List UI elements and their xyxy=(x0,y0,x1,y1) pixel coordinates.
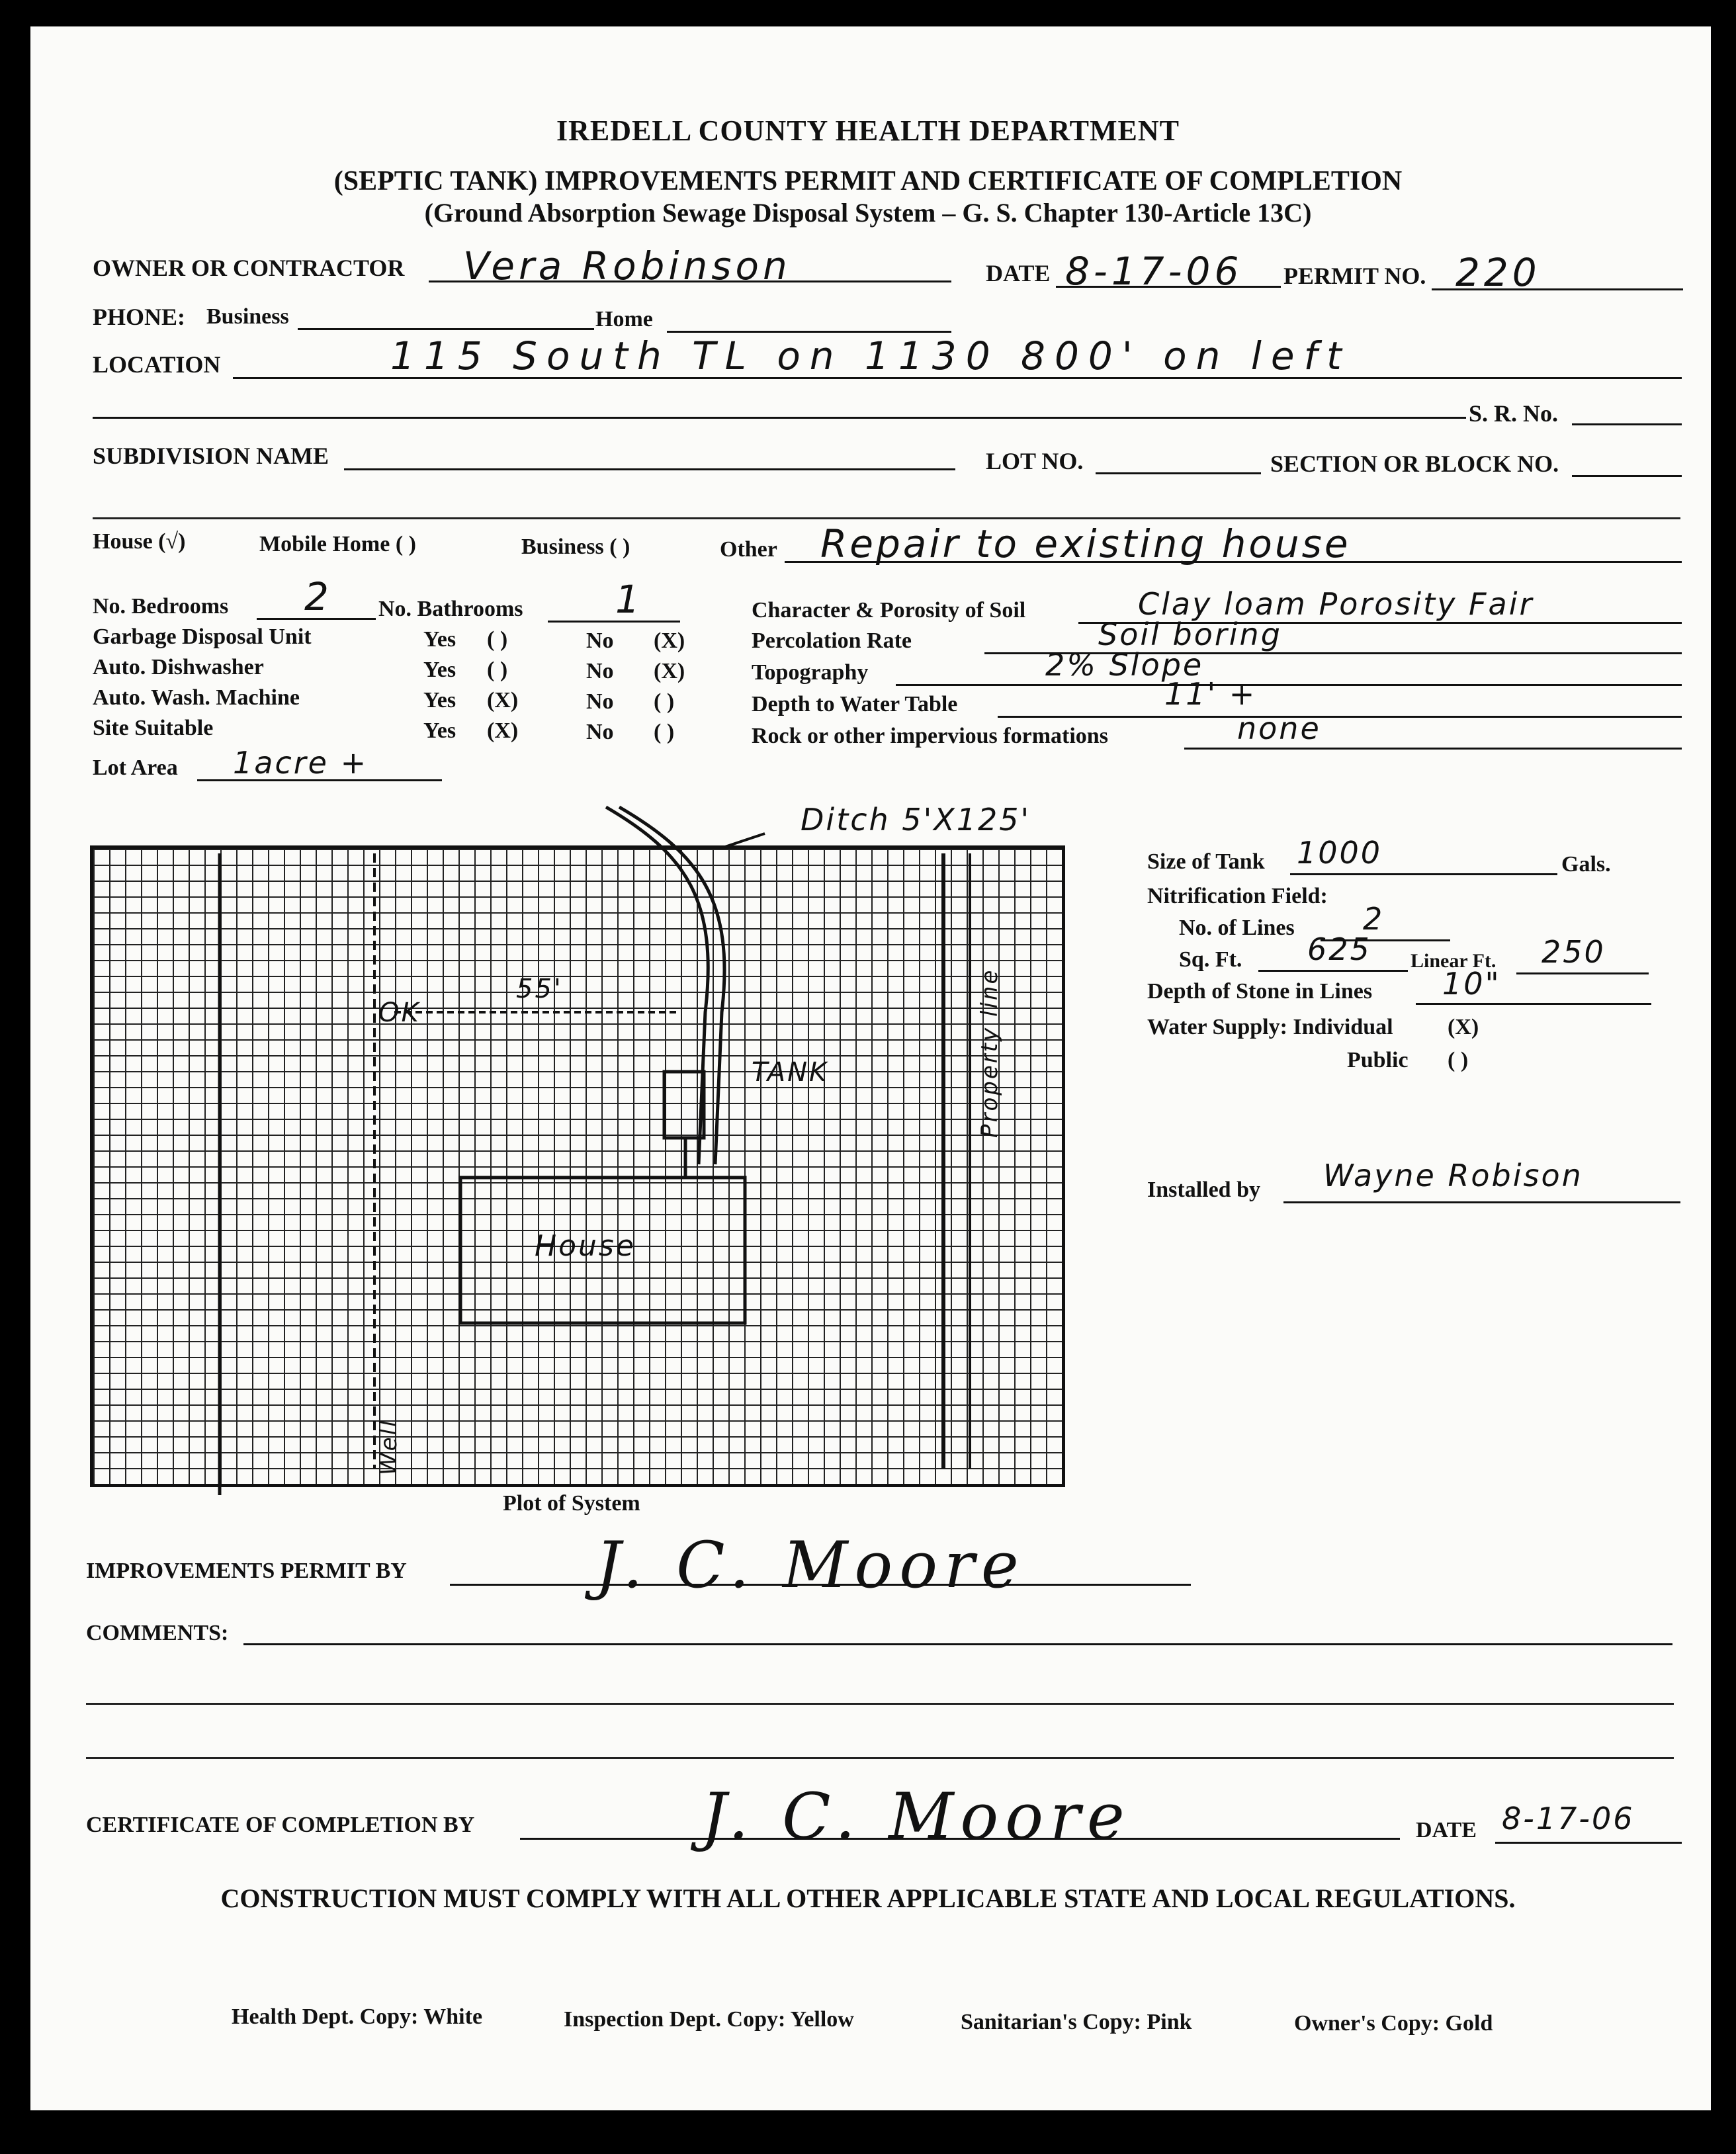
check-yes-label: Yes xyxy=(423,688,456,712)
other-label: Other xyxy=(720,537,777,562)
location-label: LOCATION xyxy=(93,351,221,378)
subdivision-label: SUBDIVISION NAME xyxy=(93,443,329,469)
phone-business-label: Business xyxy=(206,304,289,329)
date-value: 8-17-06 xyxy=(1065,249,1243,294)
bathrooms-label: No. Bathrooms xyxy=(378,597,523,621)
lot-no-label: LOT NO. xyxy=(986,448,1084,474)
property-line-label: Property line xyxy=(976,968,1003,1138)
permit-value: 220 xyxy=(1455,250,1541,295)
soil-label: Character & Porosity of Soil xyxy=(752,598,1026,623)
form-subtitle: (Ground Absorption Sewage Disposal System – G. S. Chapter 130-Article 13C) xyxy=(424,198,1312,228)
form-title: (SEPTIC TANK) IMPROVEMENTS PERMIT AND CERTIFICATE OF COMPLETION xyxy=(333,166,1403,196)
check-no-label: No xyxy=(586,720,614,744)
stone-label: Depth of Stone in Lines xyxy=(1147,979,1373,1004)
ditch-label: Ditch 5'X125' xyxy=(801,802,1031,838)
certificate-label: CERTIFICATE OF COMPLETION BY xyxy=(86,1813,475,1837)
tank-size-label: Size of Tank xyxy=(1147,849,1265,874)
copy-white: Health Dept. Copy: White xyxy=(232,2004,483,2029)
bedrooms-value: 2 xyxy=(304,574,333,619)
check-no-mark: (X) xyxy=(654,659,685,683)
copy-gold: Owner's Copy: Gold xyxy=(1294,2011,1493,2036)
soil-value: Clay loam Porosity Fair xyxy=(1138,586,1534,622)
tank-size-value: 1000 xyxy=(1297,835,1383,871)
bathrooms-value: 1 xyxy=(615,577,644,622)
check-no-mark: (X) xyxy=(654,628,685,653)
installed-by-value: Wayne Robison xyxy=(1323,1158,1583,1193)
check-label: Site Suitable xyxy=(93,716,214,740)
business-option: Business ( ) xyxy=(521,535,630,559)
department-heading: IREDELL COUNTY HEALTH DEPARTMENT xyxy=(556,114,1180,147)
water-public-label: Public xyxy=(1347,1048,1409,1072)
owner-label: OWNER OR CONTRACTOR xyxy=(93,255,405,281)
check-yes-label: Yes xyxy=(423,658,456,682)
well-label: Well xyxy=(376,1418,402,1475)
check-no-label: No xyxy=(586,628,614,653)
sqft-value: 625 xyxy=(1307,931,1371,967)
improvements-signature: J. C. Moore xyxy=(595,1528,1025,1602)
check-no-mark: ( ) xyxy=(654,720,675,744)
compliance-notice: CONSTRUCTION MUST COMPLY WITH ALL OTHER APPLICABLE STATE AND LOCAL REGULATIONS. xyxy=(220,1883,1516,1913)
check-yes-mark: (X) xyxy=(487,688,519,712)
soil-value: 2% Slope xyxy=(1045,647,1204,683)
gals-label: Gals. xyxy=(1561,852,1611,877)
check-yes-mark: (X) xyxy=(487,718,519,743)
check-label: Garbage Disposal Unit xyxy=(93,625,312,649)
bedrooms-label: No. Bedrooms xyxy=(93,594,229,619)
water-public-mark: ( ) xyxy=(1448,1048,1469,1072)
soil-label: Rock or other impervious formations xyxy=(752,724,1108,748)
linear-label: Linear Ft. xyxy=(1410,950,1497,972)
tank-label: TANK xyxy=(752,1057,829,1088)
check-label: Auto. Dishwasher xyxy=(93,655,264,679)
ok-label: OK xyxy=(378,998,421,1028)
plot-sketch xyxy=(90,794,1082,1522)
check-label: Auto. Wash. Machine xyxy=(93,685,300,710)
house-label: House xyxy=(535,1229,636,1263)
location-value: 115 South TL on 1130 800' on left xyxy=(390,333,1351,378)
soil-value: 11' + xyxy=(1164,676,1257,712)
check-yes-mark: ( ) xyxy=(487,627,508,652)
check-yes-label: Yes xyxy=(423,718,456,743)
phone-home-label: Home xyxy=(595,307,653,331)
linear-value: 250 xyxy=(1541,934,1606,970)
soil-value: none xyxy=(1237,711,1321,746)
lot-area-value: 1acre + xyxy=(233,745,369,781)
soil-label: Percolation Rate xyxy=(752,628,912,653)
check-yes-label: Yes xyxy=(423,627,456,652)
sqft-label: Sq. Ft. xyxy=(1179,947,1242,972)
lot-area-label: Lot Area xyxy=(93,755,178,780)
check-no-label: No xyxy=(586,689,614,714)
improvements-label: IMPROVEMENTS PERMIT BY xyxy=(86,1559,407,1583)
comments-label: COMMENTS: xyxy=(86,1621,229,1645)
stone-value: 10" xyxy=(1442,966,1501,1002)
section-block-label: SECTION OR BLOCK NO. xyxy=(1270,451,1559,477)
certificate-date-label: DATE xyxy=(1416,1818,1477,1842)
water-supply-label: Water Supply: Individual xyxy=(1147,1015,1393,1039)
copy-pink: Sanitarian's Copy: Pink xyxy=(961,2010,1192,2034)
permit-label: PERMIT NO. xyxy=(1283,263,1426,289)
distance-label: 55' xyxy=(516,974,563,1004)
soil-value: Soil boring xyxy=(1098,617,1282,652)
water-individual-mark: (X) xyxy=(1448,1015,1479,1039)
nitrification-label: Nitrification Field: xyxy=(1147,884,1328,908)
copy-yellow: Inspection Dept. Copy: Yellow xyxy=(564,2007,854,2032)
phone-label: PHONE: xyxy=(93,304,185,330)
date-label: DATE xyxy=(986,260,1051,286)
check-yes-mark: ( ) xyxy=(487,658,508,682)
other-value: Repair to existing house xyxy=(820,521,1351,566)
certificate-date-value: 8-17-06 xyxy=(1502,1801,1635,1836)
sr-no-label: S. R. No. xyxy=(1469,400,1559,427)
check-no-mark: ( ) xyxy=(654,689,675,714)
installed-by-label: Installed by xyxy=(1147,1178,1260,1202)
check-no-label: No xyxy=(586,659,614,683)
lines-value: 2 xyxy=(1363,901,1385,937)
mobile-home-option: Mobile Home ( ) xyxy=(259,532,416,556)
soil-label: Topography xyxy=(752,660,869,685)
house-option: House (√) xyxy=(93,529,186,554)
owner-value: Vera Robinson xyxy=(463,243,791,288)
lines-label: No. of Lines xyxy=(1179,916,1295,940)
certificate-signature: J. C. Moore xyxy=(701,1780,1131,1854)
soil-label: Depth to Water Table xyxy=(752,692,958,716)
plot-caption: Plot of System xyxy=(503,1491,640,1516)
